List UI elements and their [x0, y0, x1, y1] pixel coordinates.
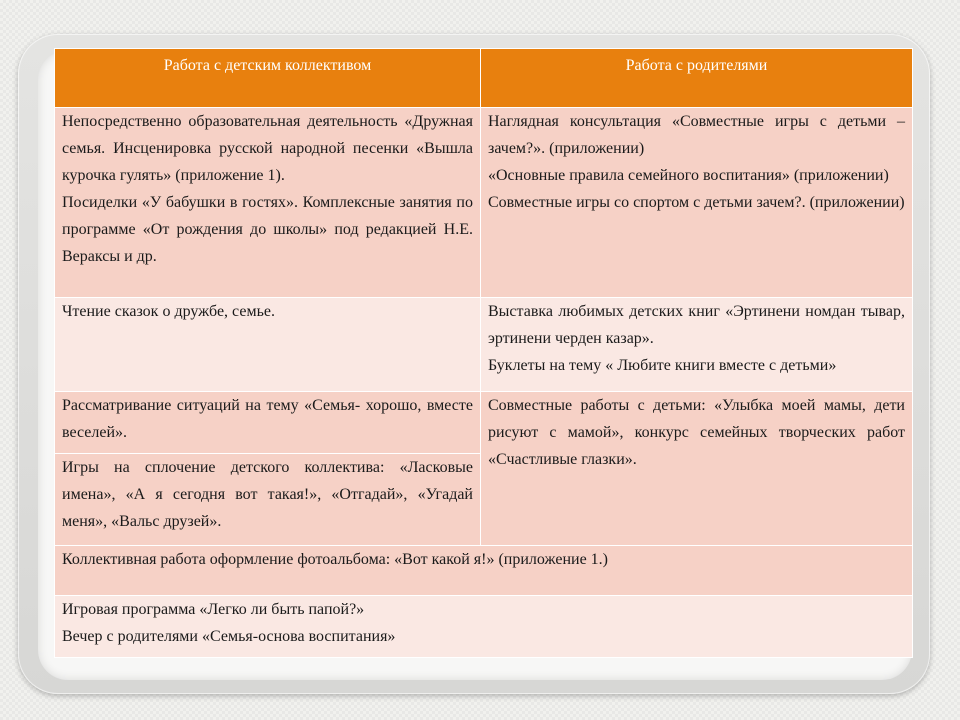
- cell-paragraph: Буклеты на тему « Любите книги вместе с детьми»: [488, 357, 837, 374]
- cell-children-activities: [55, 392, 481, 454]
- table-row: [55, 546, 913, 596]
- cell-paragraph: Игровая программа «Легко ли быть папой?»: [62, 601, 365, 618]
- table-row: [55, 596, 913, 658]
- cell-paragraph: Чтение сказок о дружбе, семье.: [62, 303, 275, 320]
- cell-joint-activity: [55, 546, 913, 596]
- table-header-row: [55, 49, 913, 108]
- header-children-work: Работа с детским коллективом: [55, 49, 481, 108]
- cell-joint-activity: [55, 596, 913, 658]
- table-row: [55, 392, 913, 454]
- work-plan-table: [54, 48, 913, 658]
- cell-paragraph: Совместные работы с детьми: «Улыбка моей мамы, дети рисуют с мамой», конкурс семейных творческих работ «Счастливые глазки».: [488, 397, 905, 468]
- cell-paragraph: «Основные правила семейного воспитания» (приложении): [488, 167, 889, 184]
- table-row: [55, 108, 913, 298]
- cell-paragraph: Вечер с родителями «Семья-основа воспитания»: [62, 628, 396, 645]
- cell-paragraph: Коллективная работа оформление фотоальбома: «Вот какой я!» (приложение 1.): [62, 551, 609, 568]
- cell-paragraph: Непосредственно образовательная деятельность «Дружная семья. Инсценировка русской народной песенки «Вышла курочка гулять» (приложение 1).: [62, 113, 473, 184]
- header-parents-work: Работа с родителями: [481, 49, 913, 108]
- cell-paragraph: Наглядная консультация «Совместные игры с детьми – зачем?». (приложении): [488, 113, 905, 157]
- cell-paragraph: Игры на сплочение детского коллектива: «Ласковые имена», «А я сегодня вот такая!», «Отгадай», «Угадай меня», «Вальс друзей».: [62, 459, 473, 530]
- table-row: [55, 298, 913, 392]
- cell-parents-activities: [481, 392, 913, 546]
- cell-parents-activities: [481, 108, 913, 298]
- cell-children-activities: [55, 454, 481, 546]
- cell-paragraph: Выставка любимых детских книг «Эртинени номдан тывар, эртинени черден казар».: [488, 303, 905, 347]
- cell-children-activities: [55, 298, 481, 392]
- cell-paragraph: Посиделки «У бабушки в гостях». Комплексные занятия по программе «От рождения до школы» под редакцией Н.Е. Вераксы и др.: [62, 194, 473, 265]
- cell-paragraph: Совместные игры со спортом с детьми зачем?. (приложении): [488, 194, 905, 211]
- cell-parents-activities: [481, 298, 913, 392]
- cell-paragraph: Рассматривание ситуаций на тему «Семья- хорошо, вместе веселей».: [62, 397, 473, 441]
- cell-children-activities: [55, 108, 481, 298]
